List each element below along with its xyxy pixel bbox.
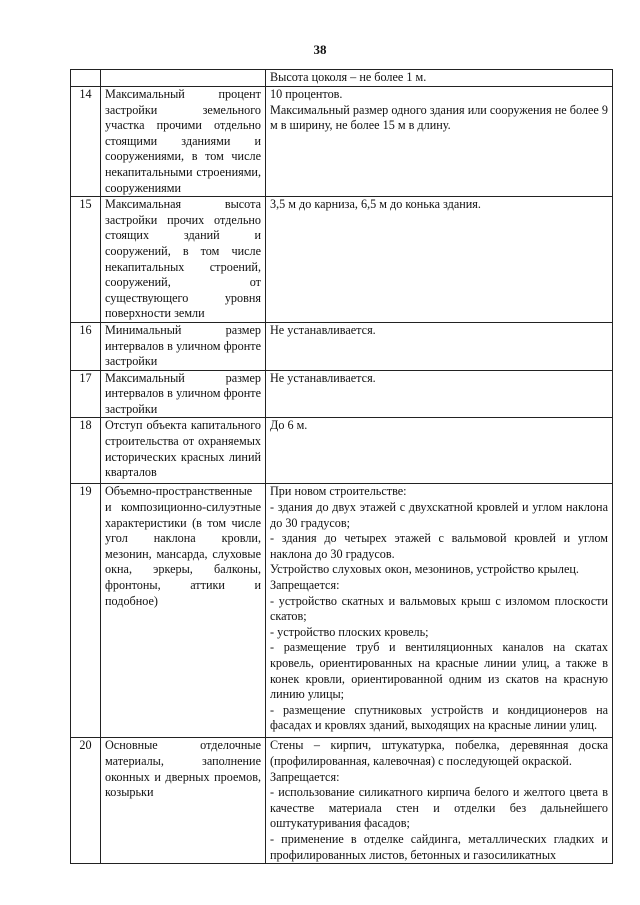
- value-line: - использование силикатного кирпича белого и желтого цвета в качестве материала стен и отделки без дальнейшего оштукатуривания фасадов;: [270, 785, 608, 831]
- value-line: При новом строительстве:: [270, 484, 407, 499]
- value-line: Запрещается:: [270, 578, 340, 593]
- value-line: - размещение труб и вентиляционных каналов на скатах кровель, ориентированных на красные линии улиц, а также в конек кровли, ориентированной одним из скатов на красную линию улицы;: [270, 640, 608, 702]
- value-line: - применение в отделке сайдинга, металлических гладких и профилированных листов, бетонных и газосиликатных: [270, 832, 608, 862]
- table-row: [71, 370, 613, 418]
- row-number: 14: [71, 87, 101, 197]
- parameter-value: [266, 484, 613, 738]
- table-row: [71, 70, 613, 87]
- parameter-value: [266, 370, 613, 418]
- table-row: [71, 418, 613, 484]
- parameter-name: Отступ объекта капитального строительства от охраняемых исторических красных линий кварталов: [101, 418, 266, 484]
- value-line: Не устанавливается.: [270, 322, 376, 337]
- value-line: - устройство скатных и вальмовых крыш с изломом плоскости скатов;: [270, 593, 608, 624]
- parameter-name: Основные отделочные материалы, заполнение оконных и дверных проемов, козырьки: [101, 738, 266, 864]
- parameter-name: Максимальный размер интервалов в уличном фронте застройки: [101, 370, 266, 418]
- row-number: 15: [71, 197, 101, 323]
- regulations-table: [70, 69, 613, 864]
- parameter-name: Минимальный размер интервалов в уличном фронте застройки: [101, 322, 266, 370]
- parameter-value: [266, 322, 613, 370]
- value-line: Устройство слуховых окон, мезонинов, устройство крылец.: [270, 562, 579, 577]
- table-row: [71, 197, 613, 323]
- parameter-name: Максимальная высота застройки прочих отдельно стоящих зданий и сооружений, в том числе некапитальных строений, сооружений, от существующего уровня поверхности земли: [101, 197, 266, 323]
- value-line: Запрещается:: [270, 769, 340, 784]
- row-number: 16: [71, 322, 101, 370]
- value-line: Стены – кирпич, штукатурка, побелка, деревянная доска (профилированная, калевочная) с последующей окраской.: [270, 738, 608, 769]
- row-number: 19: [71, 484, 101, 738]
- page-number: 38: [313, 42, 327, 57]
- table-row: [71, 322, 613, 370]
- parameter-value: [266, 70, 613, 87]
- parameter-name: [101, 70, 266, 87]
- value-line: 3,5 м до карниза, 6,5 м до конька здания.: [270, 197, 481, 212]
- parameter-value: [266, 418, 613, 484]
- value-line: - здания до четырех этажей с вальмовой кровлей и углом наклона до 30 градусов.: [270, 531, 608, 561]
- parameter-value: [266, 738, 613, 864]
- value-line: До 6 м.: [270, 418, 308, 433]
- table-row: [71, 484, 613, 738]
- value-line: Не устанавливается.: [270, 370, 376, 385]
- table-row: [71, 87, 613, 197]
- row-number: [71, 70, 101, 87]
- value-line: - устройство плоских кровель;: [270, 624, 429, 639]
- table-row: [71, 738, 613, 864]
- value-line: - размещение спутниковых устройств и кондиционеров на фасадах и кровлях зданий, выходящих на красные линии улиц.: [270, 702, 608, 733]
- parameter-name: Объемно-пространственные и композиционно-силуэтные характеристики (в том числе угол наклона кровли, мезонин, мансарда, слуховые окна, эркеры, балконы, фронтоны, аттики и подобное): [101, 484, 266, 738]
- value-line: - здания до двух этажей с двухскатной кровлей и углом наклона до 30 градусов;: [270, 500, 608, 530]
- parameter-value: [266, 87, 613, 197]
- parameter-value: [266, 197, 613, 323]
- row-number: 18: [71, 418, 101, 484]
- value-line: Максимальный размер одного здания или сооружения не более 9 м в ширину, не более 15 м в длину.: [270, 102, 608, 133]
- parameter-name: Максимальный процент застройки земельного участка прочими отдельно стоящими зданиями и сооружениями, в том числе некапитальными строениями, сооружениями: [101, 87, 266, 197]
- row-number: 20: [71, 738, 101, 864]
- value-line: 10 процентов.: [270, 87, 343, 101]
- value-line: Высота цоколя – не более 1 м.: [270, 70, 427, 84]
- row-number: 17: [71, 370, 101, 418]
